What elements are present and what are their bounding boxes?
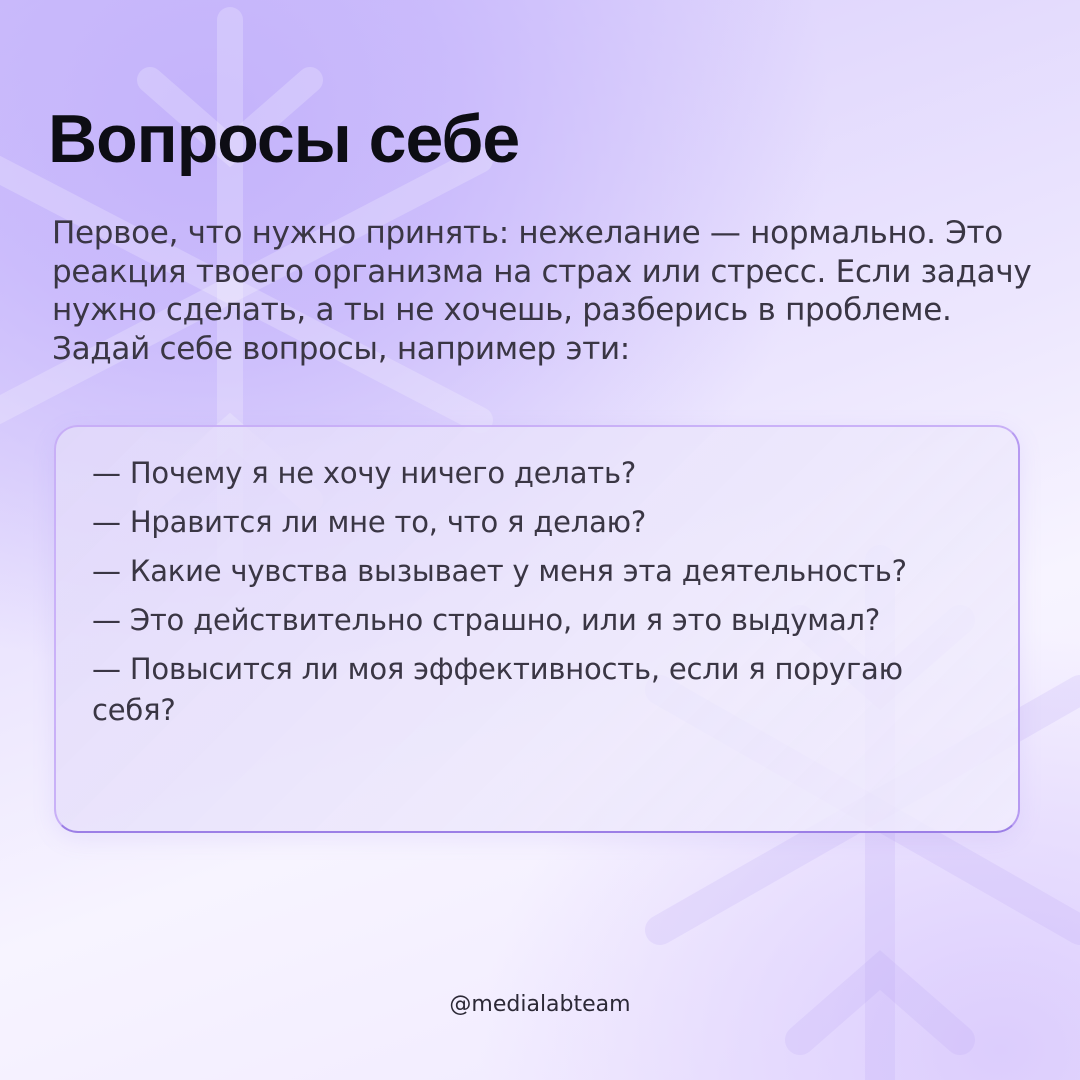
account-handle: @medialabteam: [449, 992, 631, 1017]
questions-list: [56, 427, 1018, 731]
questions-card: [54, 425, 1020, 833]
question-item: — Это действительно страшно, или я это выдумал?: [92, 603, 881, 637]
question-item: — Какие чувства вызывает у меня эта деятельность?: [92, 554, 907, 588]
question-item: — Повысится ли моя эффективность, если я поругаю себя?: [92, 652, 903, 727]
page-title: Вопросы себе: [48, 101, 520, 177]
intro-paragraph: Первое, что нужно принять: нежелание — нормально. Это реакция твоего организма на страх или стресс. Если задачу нужно сделать, а ты не хочешь, разберись в проблеме. Задай себе вопросы, например эти:: [52, 215, 1032, 367]
question-item: — Почему я не хочу ничего делать?: [92, 456, 637, 490]
question-item: — Нравится ли мне то, что я делаю?: [92, 505, 647, 539]
